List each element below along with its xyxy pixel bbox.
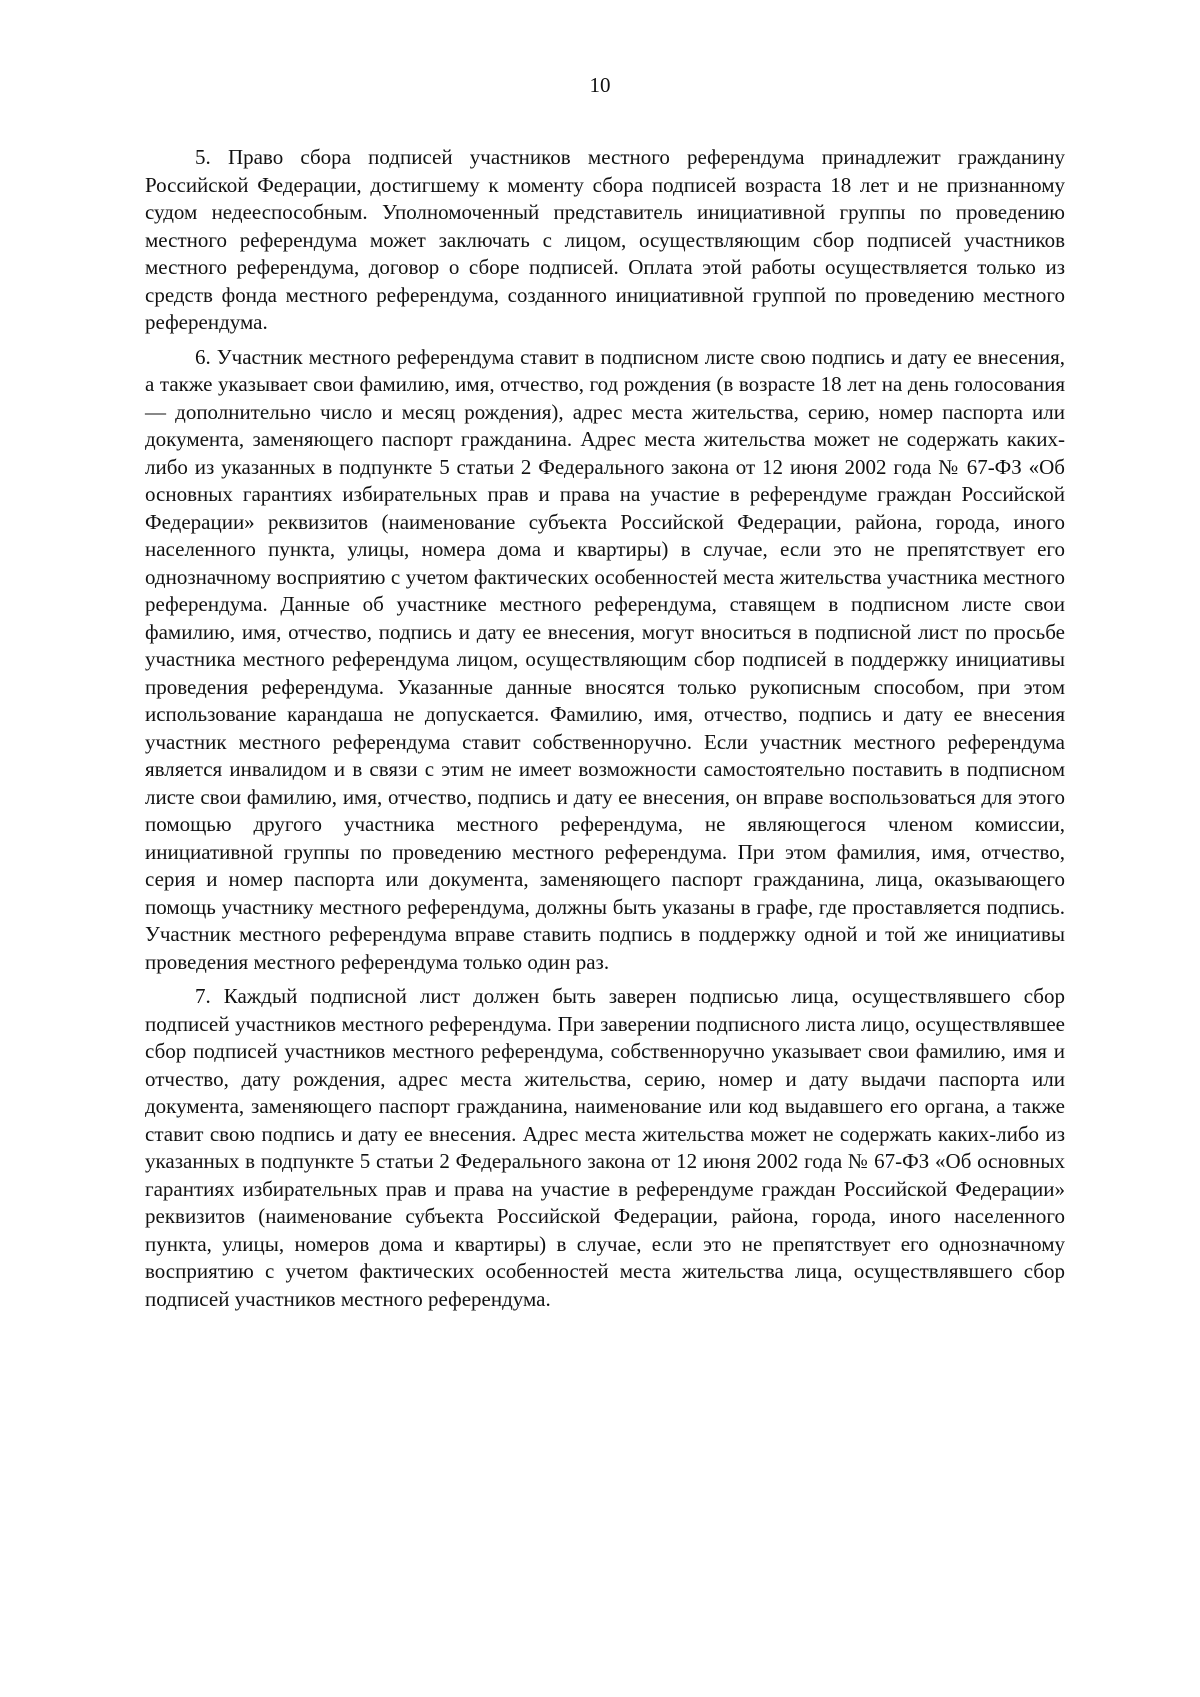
- paragraph-6: 6. Участник местного референдума ставит в подписном листе свою подпись и дату ее внесения, а также указывает свои фамилию, имя, отчество, год рождения (в возрасте 18 лет на день голосования — дополнительно число и месяц рождения), адрес места жительства, серию, номер паспорта или документа, заменяющего паспорт гражданина. Адрес места жительства может не содержать каких-либо из указанных в подпункте 5 статьи 2 Федерального закона от 12 июня 2002 года № 67-ФЗ «Об основных гарантиях избирательных прав и права на участие в референдуме граждан Российской Федерации» реквизитов (наименование субъекта Российской Федерации, района, города, иного населенного пункта, улицы, номера дома и квартиры) в случае, если это не препятствует его однозначному восприятию с учетом фактических особенностей места жительства участника местного референдума. Данные об участнике местного референдума, ставящем в подписном листе свои фамилию, имя, отчество, подпись и дату ее внесения, могут вноситься в подписной лист по просьбе участника местного референдума лицом, осуществляющим сбор подписей в поддержку инициативы проведения референдума. Указанные данные вносятся только рукописным способом, при этом использование карандаша не допускается. Фамилию, имя, отчество, подпись и дату ее внесения участник местного референдума ставит собственноручно. Если участник местного референдума является инвалидом и в связи с этим не имеет возможности самостоятельно поставить в подписном листе свои фамилию, имя, отчество, подпись и дату ее внесения, он вправе воспользоваться для этого помощью другого участника местного референдума, не являющегося членом комиссии, инициативной группы по проведению местного референдума. При этом фамилия, имя, отчество, серия и номер паспорта или документа, заменяющего паспорт гражданина, лица, оказывающего помощь участнику местного референдума, должны быть указаны в графе, где проставляется подпись. Участник местного референдума вправе ставить подпись в поддержку одной и той же инициативы проведения местного референдума только один раз.: [145, 344, 1065, 974]
- document-body: [145, 144, 1065, 1320]
- paragraph-7: 7. Каждый подписной лист должен быть заверен подписью лица, осуществлявшего сбор подписей участников местного референдума. При заверении подписного листа лицо, осуществлявшее сбор подписей участников местного референдума, собственноручно указывает свои фамилию, имя и отчество, дату рождения, адрес места жительства, серию, номер и дату выдачи паспорта или документа, заменяющего паспорт гражданина, наименование или код выдавшего его органа, а также ставит свою подпись и дату ее внесения. Адрес места жительства может не содержать каких-либо из указанных в подпункте 5 статьи 2 Федерального закона от 12 июня 2002 года № 67-ФЗ «Об основных гарантиях избирательных прав и права на участие в референдуме граждан Российской Федерации» реквизитов (наименование субъекта Российской Федерации, района, города, иного населенного пункта, улицы, номеров дома и квартиры) в случае, если это не препятствует его однозначному восприятию с учетом фактических особенностей места жительства лица, осуществлявшего сбор подписей участников местного референдума.: [145, 984, 1065, 1311]
- page-number: 10: [589, 73, 611, 97]
- paragraph-5: 5. Право сбора подписей участников местного референдума принадлежит гражданину Российской Федерации, достигшему к моменту сбора подписей возраста 18 лет и не признанному судом недееспособным. Уполномоченный представитель инициативной группы по проведению местного референдума может заключать с лицом, осуществляющим сбор подписей участников местного референдума, договор о сборе подписей. Оплата этой работы осуществляется только из средств фонда местного референдума, созданного инициативной группой по проведению местного референдума.: [145, 145, 1065, 334]
